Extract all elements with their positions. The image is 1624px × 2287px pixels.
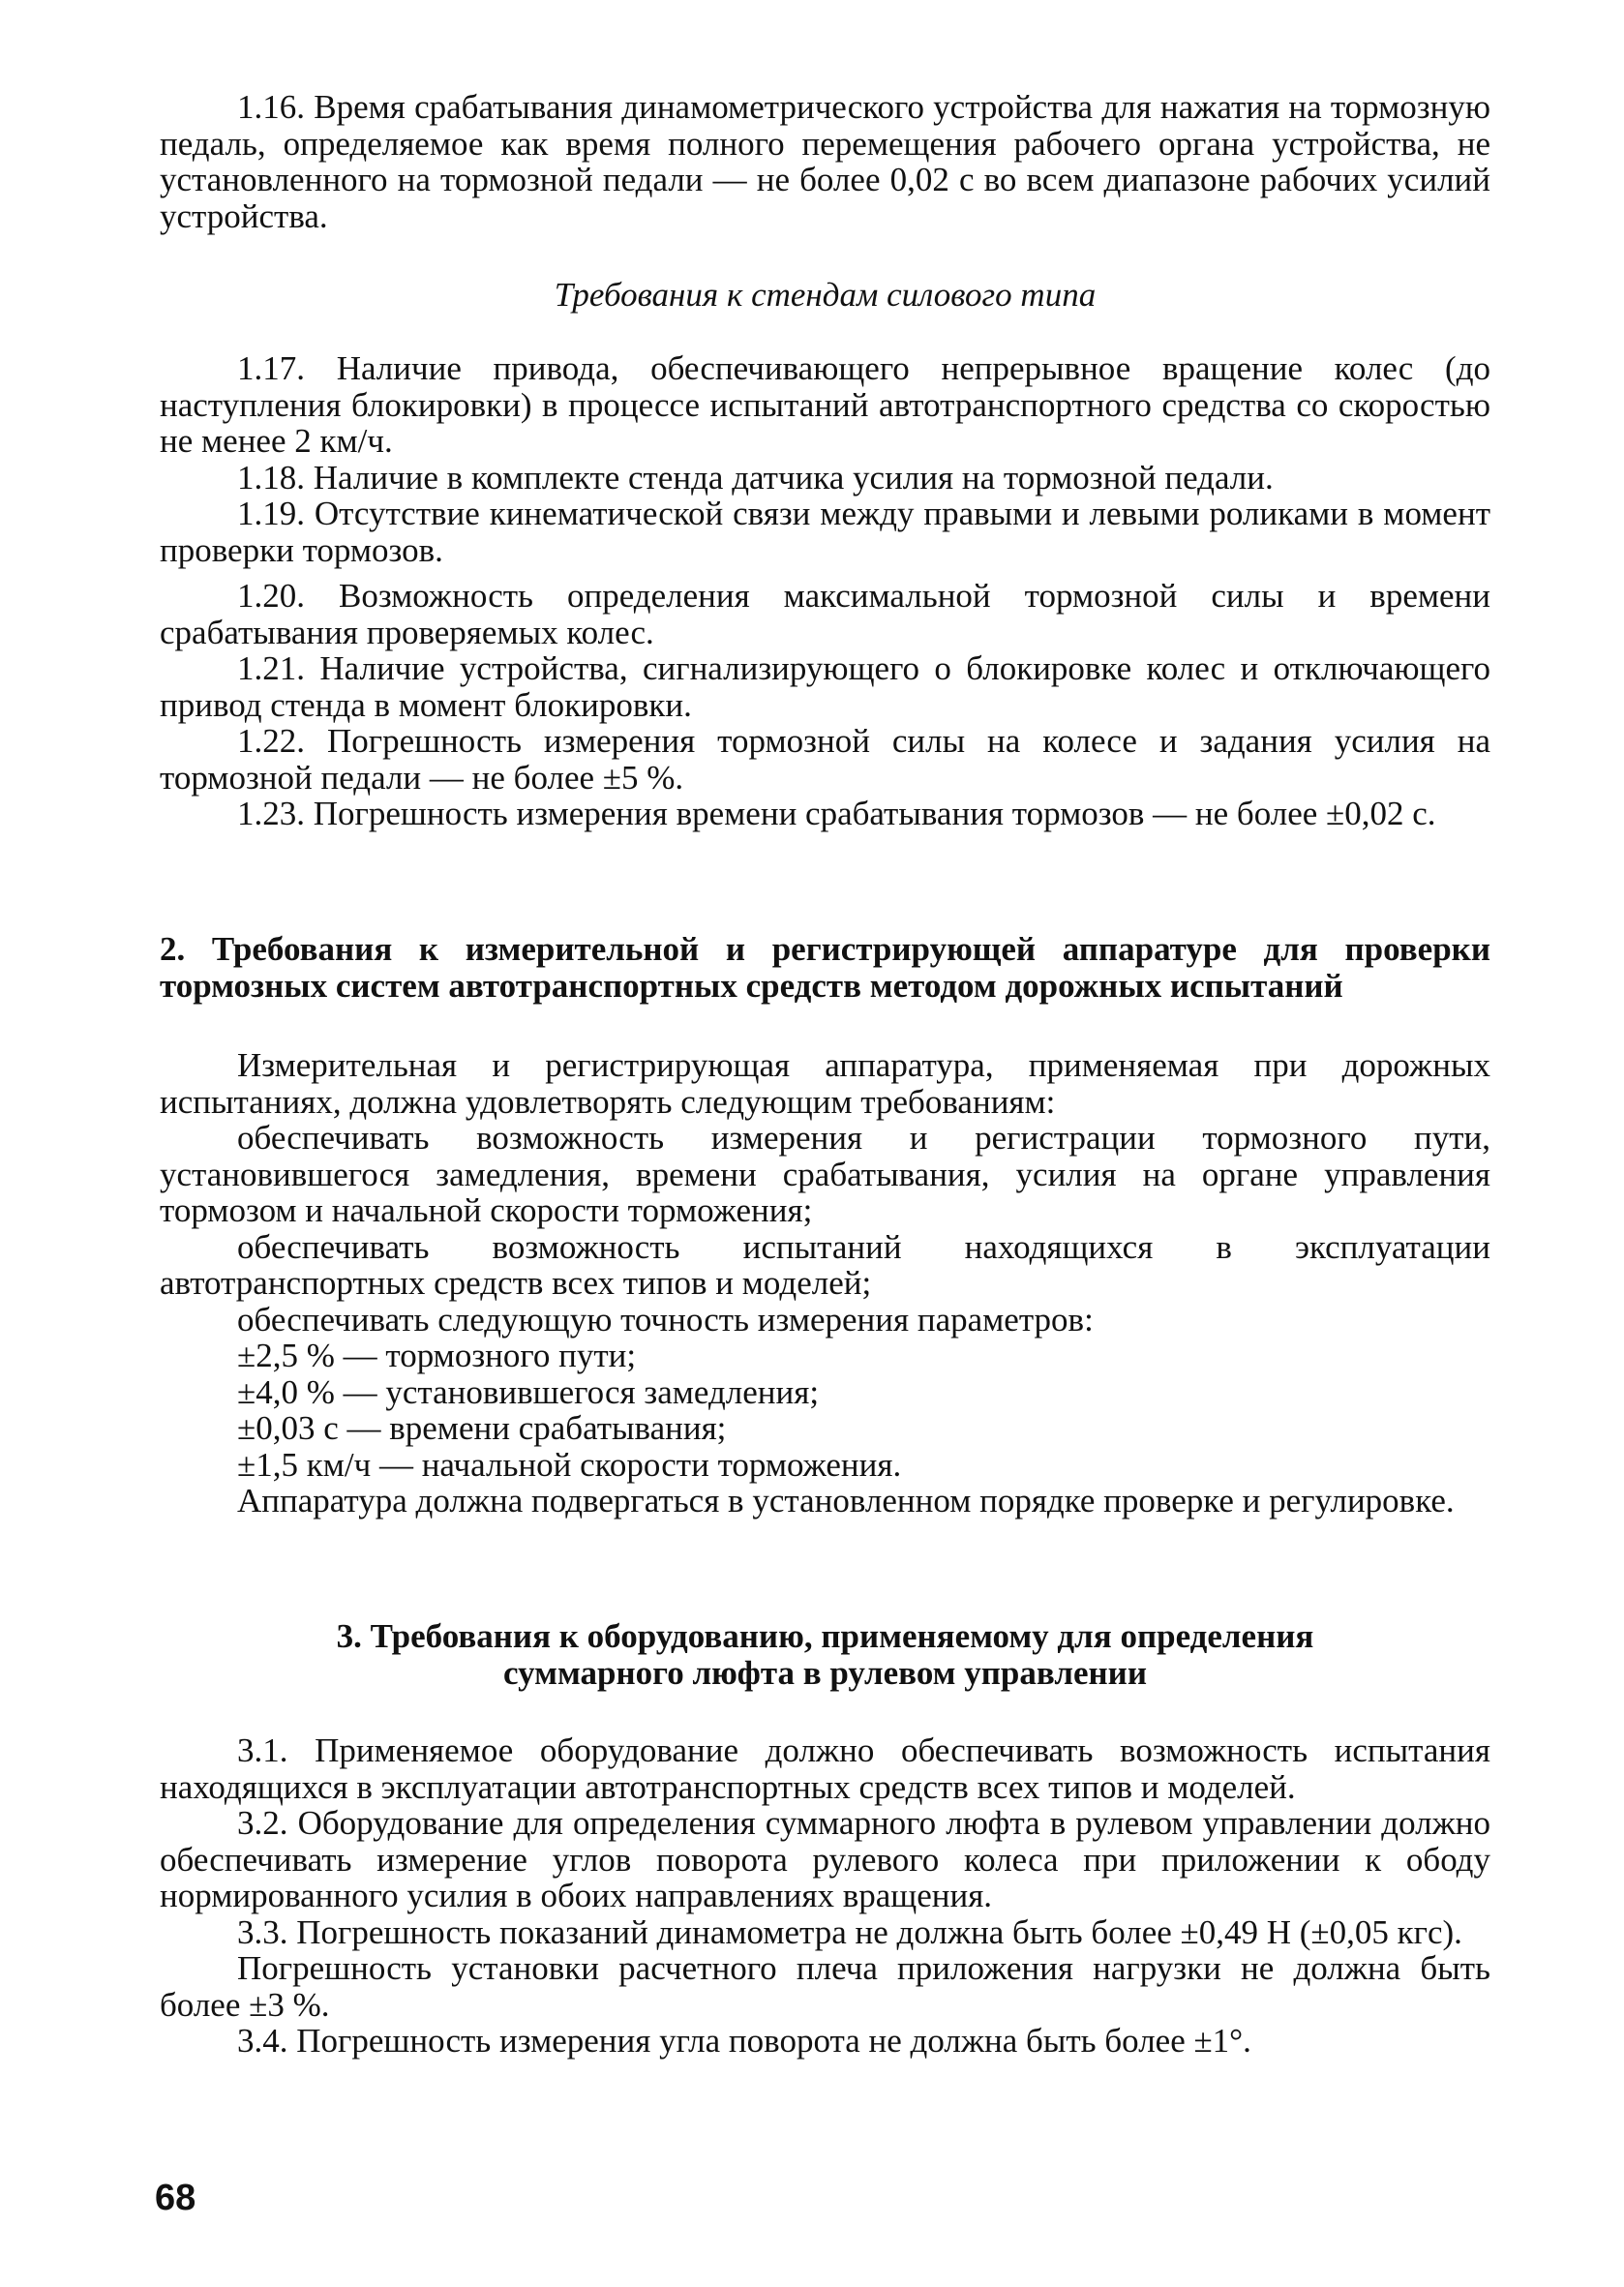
section-2-intro: Измерительная и регистрирующая аппаратура, применяемая при дорожных испытаниях, должна удовлетворять следующим требованиям: [160,1046,1490,1121]
section-3-heading [160,1618,1490,1691]
paragraph-3-1: 3.1. Применяемое оборудование должно обеспечивать возможность испытания находящихся в эксплуатации автотранспортных средств всех типов и моделей. [160,1731,1490,1806]
section-3-heading-line-2: суммарного люфта в рулевом управлении [503,1653,1147,1692]
requirement-3: обеспечивать следующую точность измерения параметров: [237,1300,1094,1339]
paragraph-1-22: 1.22. Погрешность измерения тормозной силы на колесе и задания усилия на тормозной педали — не более ±5 %. [160,722,1490,797]
accuracy-braking-distance: ±2,5 % — тормозного пути; [237,1337,637,1374]
page-number: 68 [155,2178,196,2218]
requirement-2: обеспечивать возможность испытаний находящихся в эксплуатации автотранспортных средств всех типов и моделей; [160,1227,1490,1302]
accuracy-deceleration: ±4,0 % — установившегося замедления; [237,1372,820,1411]
section-3-heading-line-1: 3. Требования к оборудованию, применяемому для определения [336,1617,1314,1655]
paragraph-1-17: 1.17. Наличие привода, обеспечивающего непрерывное вращение колес (до наступления блокировки) в процессе испытаний автотранспортного средства со скоростью не менее 2 км/ч. [160,349,1490,460]
paragraph-1-19: 1.19. Отсутствие кинематической связи между правыми и левыми роликами в момент проверки тормозов. [160,495,1490,569]
paragraph-1-23: 1.23. Погрешность измерения времени срабатывания тормозов — не более ±0,02 с. [237,795,1436,832]
paragraph-1-16: 1.16. Время срабатывания динамометрического устройства для нажатия на тормозную педаль, определяемое как время полного перемещения рабочего органа устройства, не установленного на тормозной педали — не более 0,02 с во всем диапазоне рабочих усилий устройства. [160,88,1490,235]
paragraph-3-3-continued: Погрешность установки расчетного плеча приложения нагрузки не должна быть более ±3 %. [160,1949,1490,2024]
requirement-1: обеспечивать возможность измерения и регистрации тормозного пути, установившегося замедления, времени срабатывания, усилия на органе управления тормозом и начальной скорости торможения; [160,1119,1490,1229]
block-power-stands [160,350,1490,832]
paragraph-1-20: 1.20. Возможность определения максимальной тормозной силы и времени срабатывания проверяемых колес. [160,577,1490,651]
paragraph-3-3: 3.3. Погрешность показаний динамометра не должна быть более ±0,49 Н (±0,05 кгс). [237,1912,1462,1951]
paragraph-1-21: 1.21. Наличие устройства, сигнализирующего о блокировке колес и отключающего привод стенда в момент блокировки. [160,649,1490,724]
section-2-closing: Аппаратура должна подвергаться в установленном порядке проверке и регулировке. [237,1482,1455,1520]
section-3-body [160,1732,1490,2060]
accuracy-initial-speed: ±1,5 км/ч — начальной скорости торможения. [237,1445,902,1484]
subheading-power-stands: Требования к стендам силового типа [554,276,1097,314]
paragraph-1-18: 1.18. Наличие в комплекте стенда датчика усилия на тормозной педали. [237,458,1274,497]
section-2-body [160,1047,1490,1520]
block-1-16 [160,89,1490,234]
accuracy-response-time: ±0,03 с — времени срабатывания; [237,1409,727,1447]
section-2-heading: 2. Требования к измерительной и регистрирующей аппаратуре для проверки тормозных систем автотранспортных средств методом дорожных испытаний [160,930,1490,1005]
paragraph-3-2: 3.2. Оборудование для определения суммарного люфта в рулевом управлении должно обеспечивать измерение углов поворота рулевого колеса при приложении к ободу нормированного усилия в обоих направлениях вращения. [160,1804,1490,1914]
paragraph-3-4: 3.4. Погрешность измерения угла поворота не должна быть более ±1°. [237,2022,1251,2060]
